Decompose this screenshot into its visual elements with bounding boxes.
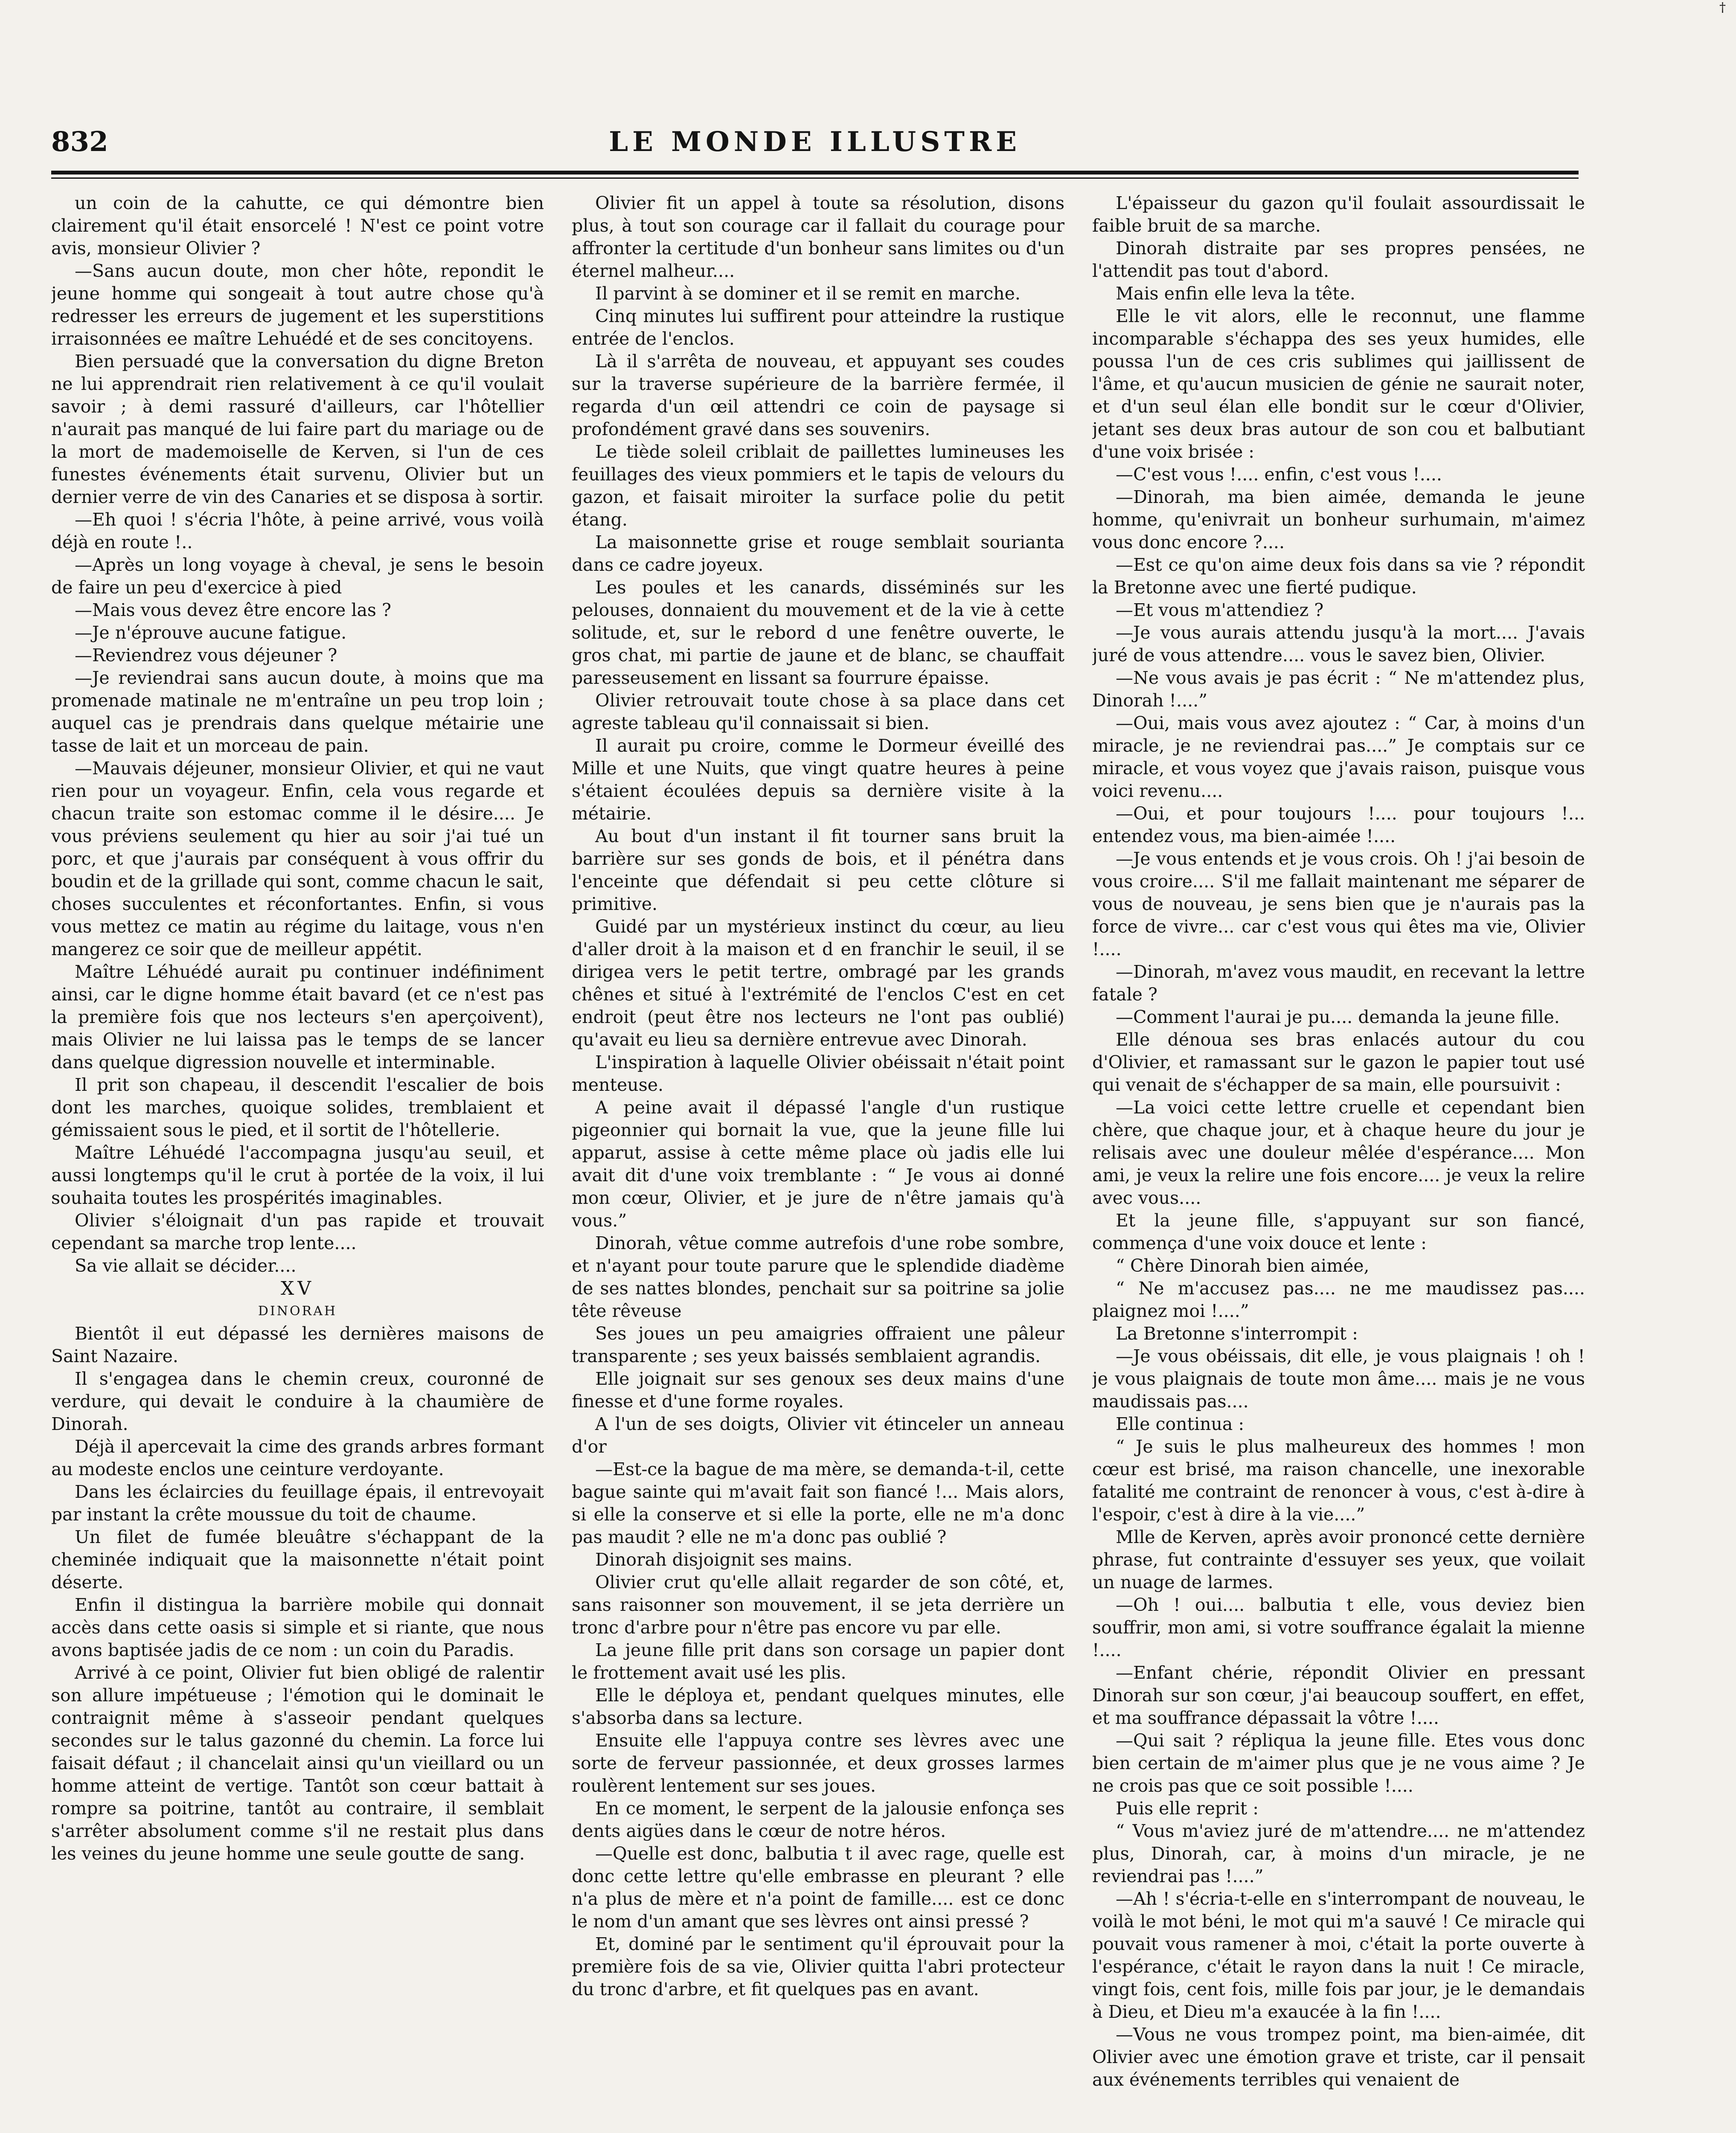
column-2 xyxy=(572,192,1064,2133)
paragraph: L'épaisseur du gazon qu'il foulait assourdissait le faible bruit de sa marche. xyxy=(1092,193,1585,236)
paragraph: Dinorah disjoignit ses mains. xyxy=(595,1549,853,1570)
paragraph: Là il s'arrêta de nouveau, et appuyant ses coudes sur la traverse supérieure de la barrière fermée, il regarda d'un œil attendri ce coin de paysage si profondément gravé dans ses souvenirs. xyxy=(572,351,1064,439)
paragraph: “ Vous m'aviez juré de m'attendre.... ne m'attendez plus, Dinorah, car, à moins d'un miracle, je ne reviendrai pas !....” xyxy=(1092,1821,1585,1886)
page-number: 832 xyxy=(51,126,108,158)
paragraph: Il aurait pu croire, comme le Dormeur éveillé des Mille et une Nuits, que vingt quatre heures à peine s'étaient écoulées depuis sa dernière visite à la métairie. xyxy=(572,735,1064,824)
paragraph: Sa vie allait se décider.... xyxy=(75,1255,297,1276)
paragraph: Elle joignait sur ses genoux ses deux mains d'une finesse et d'une forme royales. xyxy=(572,1369,1064,1412)
column-1 xyxy=(51,192,544,2133)
paragraph: Dinorah, vêtue comme autrefois d'une robe sombre, et n'ayant pour toute parure que le splendide diadème de ses nattes blondes, penchait sur sa poitrine sa jolie tête rêveuse xyxy=(572,1233,1064,1321)
header-rule-thick xyxy=(51,171,1579,174)
paragraph: —Je reviendrai sans aucun doute, à moins que ma promenade matinale ne m'entraîne un peu trop loin ; auquel cas je prendrais dans quelque métairie une tasse de lait et un morceau de pain. xyxy=(51,668,544,756)
paragraph: Elle continua : xyxy=(1116,1414,1245,1434)
paragraph: Elle dénoua ses bras enlacés autour du cou d'Olivier, et ramassant sur le gazon le papier tout usé qui venait de s'échapper de sa main, elle poursuivit : xyxy=(1092,1029,1585,1095)
chapter-number: XV xyxy=(280,1278,315,1299)
paragraph: —Dinorah, m'avez vous maudit, en recevant la lettre fatale ? xyxy=(1092,962,1585,1005)
paragraph: —Vous ne vous trompez point, ma bien-aimée, dit Olivier avec une émotion grave et triste, car il pensait aux événements terribles qui venaient de xyxy=(1092,2024,1585,2090)
paragraph: —Est-ce la bague de ma mère, se demanda-t-il, cette bague sainte qui m'avait fait son fiancé !... Mais alors, si elle la conserve et si elle la porte, elle ne m'a donc pas maudit ? elle ne m'a donc pas oublié ? xyxy=(572,1459,1064,1547)
paragraph: —Ah ! s'écria-t-elle en s'interrompant de nouveau, le voilà le mot béni, le mot qui m'a sauvé ! Ce miracle qui pouvait vous ramener à moi, c'était la porte ouverte à l'espérance, c'était le rayon dans la nuit ! Ce miracle, vingt fois, cent fois, mille fois par jour, je le demandais à Dieu, et Dieu m'a exaucée à la fin !.... xyxy=(1092,1889,1585,2022)
paragraph: Dinorah distraite par ses propres pensées, ne l'attendit pas tout d'abord. xyxy=(1092,238,1585,281)
paragraph: Le tiède soleil criblait de paillettes lumineuses les feuillages des vieux pommiers et le tapis de velours du gazon, et faisait miroiter la surface polie du petit étang. xyxy=(572,442,1064,530)
paragraph: En ce moment, le serpent de la jalousie enfonça ses dents aigües dans le cœur de notre héros. xyxy=(572,1798,1064,1841)
page-header xyxy=(51,126,1579,173)
paragraph: Cinq minutes lui suffirent pour atteindre la rustique entrée de l'enclos. xyxy=(572,306,1064,349)
paragraph: —Mauvais déjeuner, monsieur Olivier, et qui ne vaut rien pour un voyageur. Enfin, cela vous regarde et chacun traite son estomac comme il le désire.... Je vous préviens seulement qu hier au soir j'ai tué un porc, et que j'aurais par conséquent à vous offrir du boudin et de la grillade qui sont, comme chacun le sait, choses succulentes et réconfortantes. Enfin, si vous vous mettez ce matin au régime du laitage, vous n'en mangerez ce soir que de meilleur appétit. xyxy=(51,758,544,959)
paragraph: Enfin il distingua la barrière mobile qui donnait accès dans cette oasis si simple et si riante, que nous avons baptisée jadis de ce nom : un coin du Paradis. xyxy=(51,1595,544,1660)
paragraph: —Je n'éprouve aucune fatigue. xyxy=(75,622,347,643)
paragraph: Guidé par un mystérieux instinct du cœur, au lieu d'aller droit à la maison et d en franchir le seuil, il se dirigea vers le petit tertre, ombragé par les grands chênes et situé à l'extrémité de l'enclos C'est en cet endroit (peut être nos lecteurs ne l'ont pas oublié) qu'avait eu lieu sa dernière entrevue avec Dinorah. xyxy=(572,916,1064,1050)
paragraph: Ses joues un peu amaigries offraient une pâleur transparente ; ses yeux baissés semblaient agrandis. xyxy=(572,1323,1064,1366)
header-rule-thin xyxy=(51,177,1579,179)
paragraph: Bien persuadé que la conversation du digne Breton ne lui apprendrait rien relativement à ce qu'il voulait savoir ; à demi rassuré d'ailleurs, car l'hôtellier n'aurait pas manqué de lui faire part du mariage ou de la mort de mademoiselle de Kerven, si l'un de ces funestes événements était survenu, Olivier but un dernier verre de vin des Canaries et se disposa à sortir. xyxy=(51,351,544,507)
paragraph: Dans les éclaircies du feuillage épais, il entrevoyait par instant la crête moussue du toit de chaume. xyxy=(51,1482,544,1525)
paragraph: Déjà il apercevait la cime des grands arbres formant au modeste enclos une ceinture verdoyante. xyxy=(51,1436,544,1479)
paragraph: Olivier crut qu'elle allait regarder de son côté, et, sans raisonner son mouvement, il se jeta derrière un tronc d'arbre pour n'être pas encore vu par elle. xyxy=(572,1572,1064,1638)
paragraph: —Oh ! oui.... balbutia t elle, vous deviez bien souffrir, mon ami, si votre souffrance égalait la mienne !.... xyxy=(1092,1595,1585,1660)
paragraph: Un filet de fumée bleuâtre s'échappant de la cheminée indiquait que la maisonnette n'était point déserte. xyxy=(51,1527,544,1592)
paragraph: Et la jeune fille, s'appuyant sur son fiancé, commença d'une voix douce et lente : xyxy=(1092,1210,1585,1253)
paragraph: —Et vous m'attendiez ? xyxy=(1116,600,1324,620)
paragraph: Il s'engagea dans le chemin creux, couronné de verdure, qui devait le conduire à la chaumière de Dinorah. xyxy=(51,1369,544,1434)
corner-mark: † xyxy=(1719,0,1726,15)
paragraph: —Quelle est donc, balbutia t il avec rage, quelle est donc cette lettre qu'elle embrasse en pleurant ? elle n'a plus de mère et n'a point de famille.... est ce donc le nom d'un amant que ses lèvres ont ainsi pressé ? xyxy=(572,1843,1064,1932)
paragraph: —Je vous aurais attendu jusqu'à la mort.... J'avais juré de vous attendre.... vous le savez bien, Olivier. xyxy=(1092,622,1585,665)
paragraph: La maisonnette grise et rouge semblait sourianta dans ce cadre joyeux. xyxy=(572,532,1064,575)
paragraph: —Oui, et pour toujours !.... pour toujours !... entendez vous, ma bien-aimée !.... xyxy=(1092,803,1585,846)
paragraph: —Oui, mais vous avez ajoutez : “ Car, à moins d'un miracle, je ne reviendrai pas....” Je comptais sur ce miracle, et vous voyez que j'avais raison, puisque vous voici revenu.... xyxy=(1092,713,1585,801)
paragraph: Puis elle reprit : xyxy=(1116,1798,1259,1819)
paragraph: —Dinorah, ma bien aimée, demanda le jeune homme, qu'enivrait un bonheur surhumain, m'aimez vous donc encore ?.... xyxy=(1092,487,1585,552)
paragraph: L'inspiration à laquelle Olivier obéissait n'était point menteuse. xyxy=(572,1052,1064,1095)
paragraph: —Après un long voyage à cheval, je sens le besoin de faire un peu d'exercice à pied xyxy=(51,555,544,598)
paragraph: —Mais vous devez être encore las ? xyxy=(75,600,391,620)
paragraph: —La voici cette lettre cruelle et cependant bien chère, que chaque jour, et à chaque heure du jour je relisais avec une douleur mêlée d'espérance.... Mon ami, je veux la relire une fois encore.... je veux la relire avec vous.... xyxy=(1092,1097,1585,1208)
paragraph: A peine avait il dépassé l'angle d'un rustique pigeonnier qui bornait la vue, que la jeune fille lui apparut, assise à cette même place où jadis elle lui avait dit d'une voix tremblante : “ Je vous ai donné mon cœur, Olivier, et je jure de n'être jamais qu'à vous.” xyxy=(572,1097,1064,1231)
paragraph: —Je vous entends et je vous crois. Oh ! j'ai besoin de vous croire.... S'il me fallait maintenant me séparer de vous de nouveau, je sens bien que je n'aurais pas la force de vivre... car c'est vous qui êtes ma vie, Olivier !.... xyxy=(1092,849,1585,959)
paragraph: Ensuite elle l'appuya contre ses lèvres avec une sorte de ferveur passionnée, et deux grosses larmes roulèrent lentement sur ses joues. xyxy=(572,1730,1064,1796)
paragraph: La Bretonne s'interrompit : xyxy=(1116,1323,1358,1344)
paragraph: Les poules et les canards, disséminés sur les pelouses, donnaient du mouvement et de la vie à cette solitude, et, sur le rebord d une fenêtre ouverte, le gros chat, mi partie de jaune et de blanc, se chauffait paresseusement en lissant sa fourrure épaisse. xyxy=(572,577,1064,688)
paragraph: —Eh quoi ! s'écria l'hôte, à peine arrivé, vous voilà déjà en route !.. xyxy=(51,509,544,552)
paragraph: —Comment l'aurai je pu.... demanda la jeune fille. xyxy=(1116,1007,1560,1027)
paragraph: Et, dominé par le sentiment qu'il éprouvait pour la première fois de sa vie, Olivier quitta l'abri protecteur du tronc d'arbre, et fit quelques pas en avant. xyxy=(572,1934,1064,1999)
paragraph: Maître Léhuédé aurait pu continuer indéfiniment ainsi, car le digne homme était bavard (et ce n'est pas la première fois que nos lecteurs s'en aperçoivent), mais Olivier ne lui laissa pas le temps de se lancer dans quelque digression nouvelle et interminable. xyxy=(51,962,544,1072)
paragraph: “ Ne m'accusez pas.... ne me maudissez pas.... plaignez moi !....” xyxy=(1092,1278,1585,1321)
paragraph: “ Chère Dinorah bien aimée, xyxy=(1116,1255,1370,1276)
paragraph: Arrivé à ce point, Olivier fut bien obligé de ralentir son allure impétueuse ; l'émotion qui le dominait le contraignit même à s'asseoir pendant quelques secondes sur le talus gazonné du chemin. La force lui faisait défaut ; il chancelait ainsi qu'un vieillard ou un homme atteint de vertige. Tantôt son cœur battait à rompre sa poitrine, tantôt au contraire, il semblait s'arrêter absolument comme s'il ne restait plus dans les veines du jeune homme une seule goutte de sang. xyxy=(51,1662,544,1864)
column-3 xyxy=(1092,192,1585,2133)
paragraph: Il parvint à se dominer et il se remit en marche. xyxy=(595,283,1021,304)
paragraph: —Enfant chérie, répondit Olivier en pressant Dinorah sur son cœur, j'ai beaucoup souffert, en effet, et ma souffrance dépassait la vôtre !.... xyxy=(1092,1662,1585,1728)
paragraph: Maître Léhuédé l'accompagna jusqu'au seuil, et aussi longtemps qu'il le crut à portée de la voix, il lui souhaita toutes les prospérités imaginables. xyxy=(51,1142,544,1208)
paragraph: Il prit son chapeau, il descendit l'escalier de bois dont les marches, quoique solides, tremblaient et gémissaient sous le pied, et il sortit de l'hôtellerie. xyxy=(51,1075,544,1140)
chapter-title: DINORAH xyxy=(258,1304,337,1319)
paragraph: Bientôt il eut dépassé les dernières maisons de Saint Nazaire. xyxy=(51,1323,544,1366)
paragraph: un coin de la cahutte, ce qui démontre bien clairement qu'il était ensorcelé ! N'est ce point votre avis, monsieur Olivier ? xyxy=(51,193,544,259)
paragraph: —Je vous obéissais, dit elle, je vous plaignais ! oh ! je vous plaignais de toute mon âme.... mais je ne vous maudissais pas.... xyxy=(1092,1346,1585,1412)
paragraph: Au bout d'un instant il fit tourner sans bruit la barrière sur ses gonds de bois, et il pénétra dans l'enceinte que défendait si peu cette clôture si primitive. xyxy=(572,826,1064,914)
paragraph: La jeune fille prit dans son corsage un papier dont le frottement avait usé les plis. xyxy=(572,1640,1064,1683)
paragraph: —Est ce qu'on aime deux fois dans sa vie ? répondit la Bretonne avec une fierté pudique. xyxy=(1092,555,1585,598)
paragraph: Elle le déploya et, pendant quelques minutes, elle s'absorba dans sa lecture. xyxy=(572,1685,1064,1728)
paragraph: —Qui sait ? répliqua la jeune fille. Etes vous donc bien certain de m'aimer plus que je ne vous aime ? Je ne crois pas que ce soit possible !.... xyxy=(1092,1730,1585,1796)
paragraph: Olivier retrouvait toute chose à sa place dans cet agreste tableau qu'il connaissait si bien. xyxy=(572,690,1064,733)
paragraph: —Reviendrez vous déjeuner ? xyxy=(75,645,337,665)
paragraph: Mais enfin elle leva la tête. xyxy=(1116,283,1355,304)
paragraph: Olivier fit un appel à toute sa résolution, disons plus, à tout son courage car il fallait du courage pour affronter la certitude d'un bonheur sans limites ou d'un éternel malheur.... xyxy=(572,193,1064,281)
paragraph: Olivier s'éloignait d'un pas rapide et trouvait cependant sa marche trop lente.... xyxy=(51,1210,544,1253)
paragraph: “ Je suis le plus malheureux des hommes ! mon cœur est brisé, ma raison chancelle, une inexorable fatalité me contraint de renoncer à vous, c'est à-dire à l'espoir, c'est à dire à la vie....” xyxy=(1092,1436,1585,1525)
journal-title: LE MONDE ILLUSTRE xyxy=(609,126,1021,158)
paragraph: Elle le vit alors, elle le reconnut, une flamme incomparable s'échappa des ses yeux humides, elle poussa l'un de ces cris sublimes qui jaillissent de l'âme, et qu'aucun musicien de génie ne saurait noter, et d'un seul élan elle bondit sur le cœur d'Olivier, jetant ses deux bras autour de son cou et balbutiant d'une voix brisée : xyxy=(1092,306,1585,462)
paragraph: A l'un de ses doigts, Olivier vit étinceler un anneau d'or xyxy=(572,1414,1064,1457)
paragraph: —C'est vous !.... enfin, c'est vous !.... xyxy=(1116,464,1442,485)
paragraph: Mlle de Kerven, après avoir prononcé cette dernière phrase, fut contrainte d'essuyer ses yeux, que voilait un nuage de larmes. xyxy=(1092,1527,1585,1592)
paragraph: —Ne vous avais je pas écrit : “ Ne m'attendez plus, Dinorah !....” xyxy=(1092,668,1585,711)
paragraph: —Sans aucun doute, mon cher hôte, repondit le jeune homme qui songeait à tout autre chose qu'à redresser les erreurs de jugement et les superstitions irraisonnées ee maître Lehuédé et de ses concitoyens. xyxy=(51,261,544,349)
